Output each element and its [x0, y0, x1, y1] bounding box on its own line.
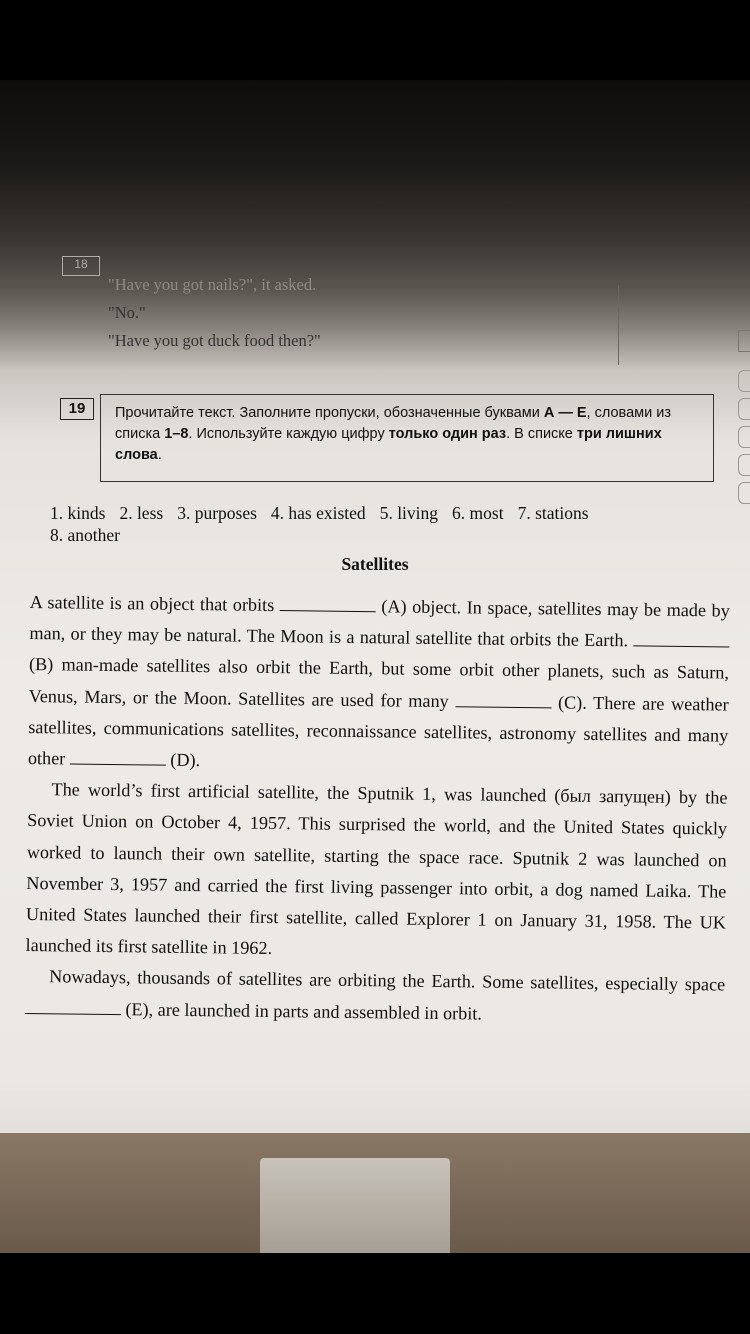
blank-c: [455, 692, 551, 708]
word-option: 6. most: [452, 503, 504, 523]
instruction-emphasis: три лишних слова: [115, 426, 662, 463]
column-divider: [618, 285, 619, 365]
instruction-text: . В списке: [506, 426, 577, 442]
blank-d: [70, 750, 166, 766]
dialogue-line: "Have you got duck food then?": [108, 331, 321, 350]
blank-b: [633, 632, 729, 648]
passage-text: (B) man-made satellites also orbit the Earth, but some orbit other planets, such as Saturn, Venus, Mars, or the Moon. Satellites are used for many: [28, 654, 730, 711]
instruction-emphasis: А — Е: [543, 405, 587, 421]
word-option: 8. another: [50, 525, 120, 545]
binding-ring-icon: [738, 370, 750, 392]
binding-ring-icon: [738, 426, 750, 448]
binding-ring-icon: [738, 398, 750, 420]
word-option: 7. stations: [517, 503, 589, 523]
word-option: 4. has existed: [270, 503, 366, 523]
passage-title: Satellites: [341, 554, 409, 574]
blank-e: [25, 999, 121, 1015]
passage-body: [25, 587, 730, 1032]
previous-task-number: 18: [62, 256, 100, 276]
dialogue-line: "No.": [108, 303, 146, 322]
passage-text: (E), are launched in parts and assembled in orbit.: [125, 998, 483, 1024]
word-option: 2. less: [119, 503, 164, 523]
instruction-text: , словами из списка: [115, 405, 671, 442]
task-instruction: [100, 394, 714, 482]
blank-a: [280, 596, 376, 612]
passage-text: (C). There are weather satellites, communications satellites, reconnaissance satellites, astronomy satellites and many other: [27, 692, 729, 769]
paragraph-2: The world’s first artificial satellite, the Sputnik 1, was launched (был запущен) by the Soviet Union on October 4, 1957. This surprised the world, and the United States quickly worked to launch their own satellite, starting the space race. Sputnik 2 was launched on November 3, 1957 and carried the first living passenger into orbit, a dog named Laika. The United States launched their first satellite, called Explorer 1 on January 31, 1958. The UK launched its first satellite in 1962.: [25, 779, 728, 959]
book-stand: [260, 1158, 450, 1253]
passage-text: A satellite is an object that orbits: [29, 591, 275, 615]
previous-task-dialogue: [108, 275, 321, 359]
passage-text: (A) object. In space, satellites may be made by man, or they may be natural. The Moon is a natural satellite that orbits the Earth.: [29, 596, 730, 651]
binding-ring-icon: [738, 454, 750, 476]
word-option: 3. purposes: [177, 503, 257, 523]
word-option: 1. kinds: [50, 503, 106, 523]
passage-text: Nowadays, thousands of satellites are orbiting the Earth. Some satellites, especially space: [49, 966, 726, 995]
instruction-text: .: [157, 447, 162, 463]
instruction-emphasis: 1–8: [164, 426, 189, 442]
task-number: 19: [60, 398, 94, 420]
paragraph-3: [25, 961, 726, 1032]
photo-frame: [0, 80, 750, 1253]
binding-ring-icon: [738, 482, 750, 504]
paragraph-1: [28, 587, 730, 783]
word-option: 5. living: [379, 503, 439, 523]
page-edge-mark: [738, 330, 750, 352]
passage-text: (D).: [170, 749, 201, 771]
instruction-emphasis: только один раз: [388, 426, 507, 442]
instruction-text: . Используйте каждую цифру: [188, 426, 389, 442]
word-list: [50, 502, 730, 546]
dialogue-line: "Have you got nails?", it asked.: [108, 275, 317, 294]
instruction-text: Прочитайте текст. Заполните пропуски, обозначенные буквами: [115, 405, 544, 421]
